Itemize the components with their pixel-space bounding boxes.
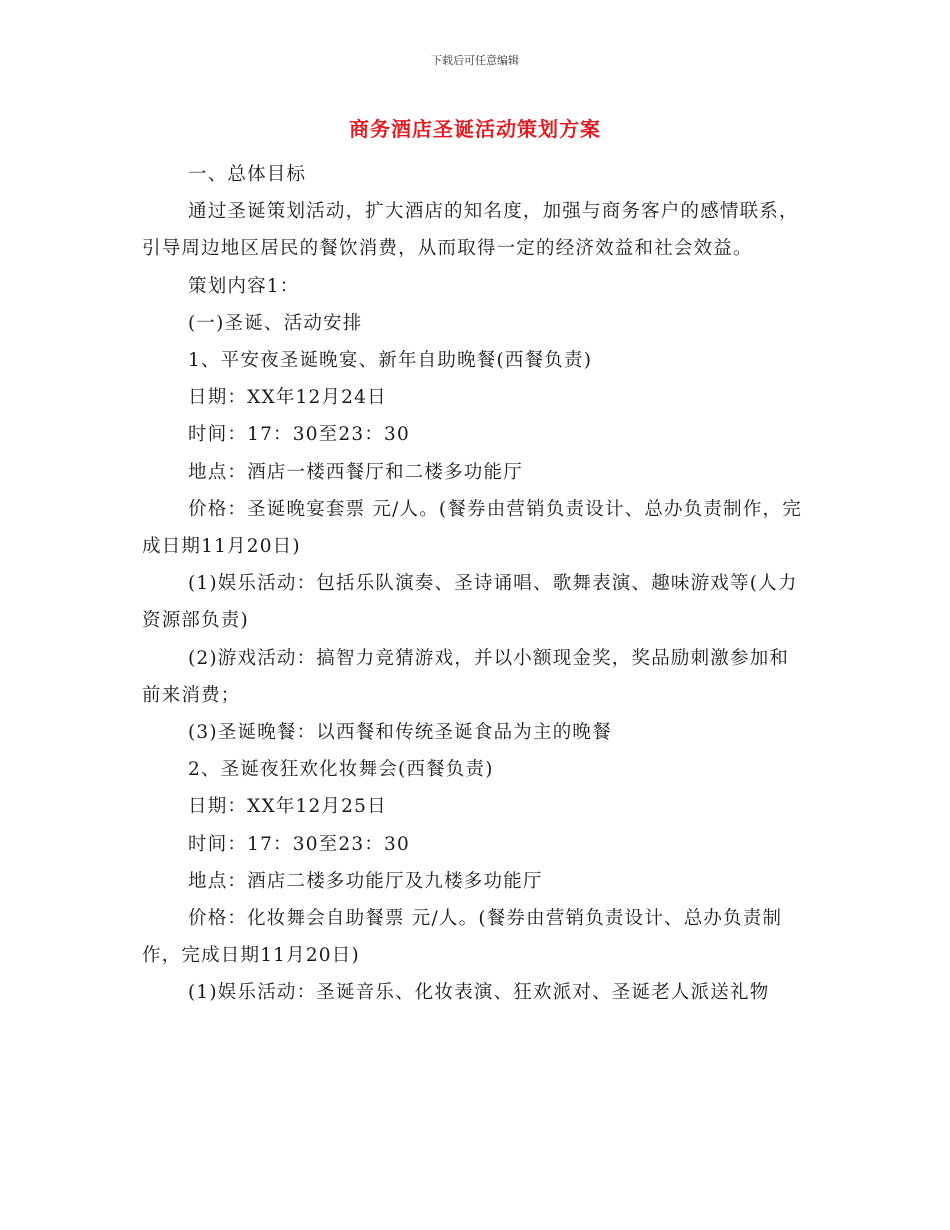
event-1-location: 地点：酒店一楼西餐厅和二楼多功能厅 <box>188 461 523 483</box>
subsection-heading-schedule: (一)圣诞、活动安排 <box>188 312 363 334</box>
event-1-games: (2)游戏活动：搞智力竞猜游戏，并以小额现金奖，奖品励刺激参加和前来消费； <box>142 647 790 706</box>
event-2-title: 2、圣诞夜狂欢化妆舞会(西餐负责) <box>188 759 494 781</box>
event-1-dinner: (3)圣诞晚餐：以西餐和传统圣诞食品为主的晚餐 <box>188 722 612 744</box>
document-title: 商务酒店圣诞活动策划方案 <box>349 117 601 141</box>
event-1-date: 日期：XX年12月24日 <box>188 387 387 409</box>
event-2-price: 价格：化妆舞会自助餐票 元/人。(餐券由营销负责设计、总办负责制作，完成日期11月20日) <box>142 908 783 967</box>
paragraph-goal-description: 通过圣诞策划活动，扩大酒店的知名度，加强与商务客户的感情联系，引导周边地区居民的餐饮消费，从而取得一定的经济效益和社会效益。 <box>142 201 799 260</box>
event-2-entertainment: (1)娱乐活动：圣诞音乐、化妆表演、狂欢派对、圣诞老人派送礼物 <box>188 982 770 1004</box>
event-2-time: 时间：17：30至23：30 <box>188 833 410 855</box>
event-2-location: 地点：酒店二楼多功能厅及九楼多功能厅 <box>188 870 543 892</box>
document-body <box>142 156 808 1012</box>
section-heading-goal: 一、总体目标 <box>188 164 307 185</box>
event-1-price: 价格：圣诞晚宴套票 元/人。(餐券由营销负责设计、总办负责制作，完成日期11月20日) <box>142 498 802 558</box>
page-header-note: 下载后可任意编辑 <box>431 54 519 67</box>
event-1-time: 时间：17：30至23：30 <box>188 424 410 446</box>
event-2-date: 日期：XX年12月25日 <box>188 796 387 818</box>
event-1-title: 1、平安夜圣诞晚宴、新年自助晚餐(西餐负责) <box>188 350 593 372</box>
paragraph-plan-content: 策划内容1： <box>188 275 300 297</box>
event-1-entertainment: (1)娱乐活动：包括乐队演奏、圣诗诵唱、歌舞表演、趣味游戏等(人力资源部负责) <box>142 573 798 632</box>
